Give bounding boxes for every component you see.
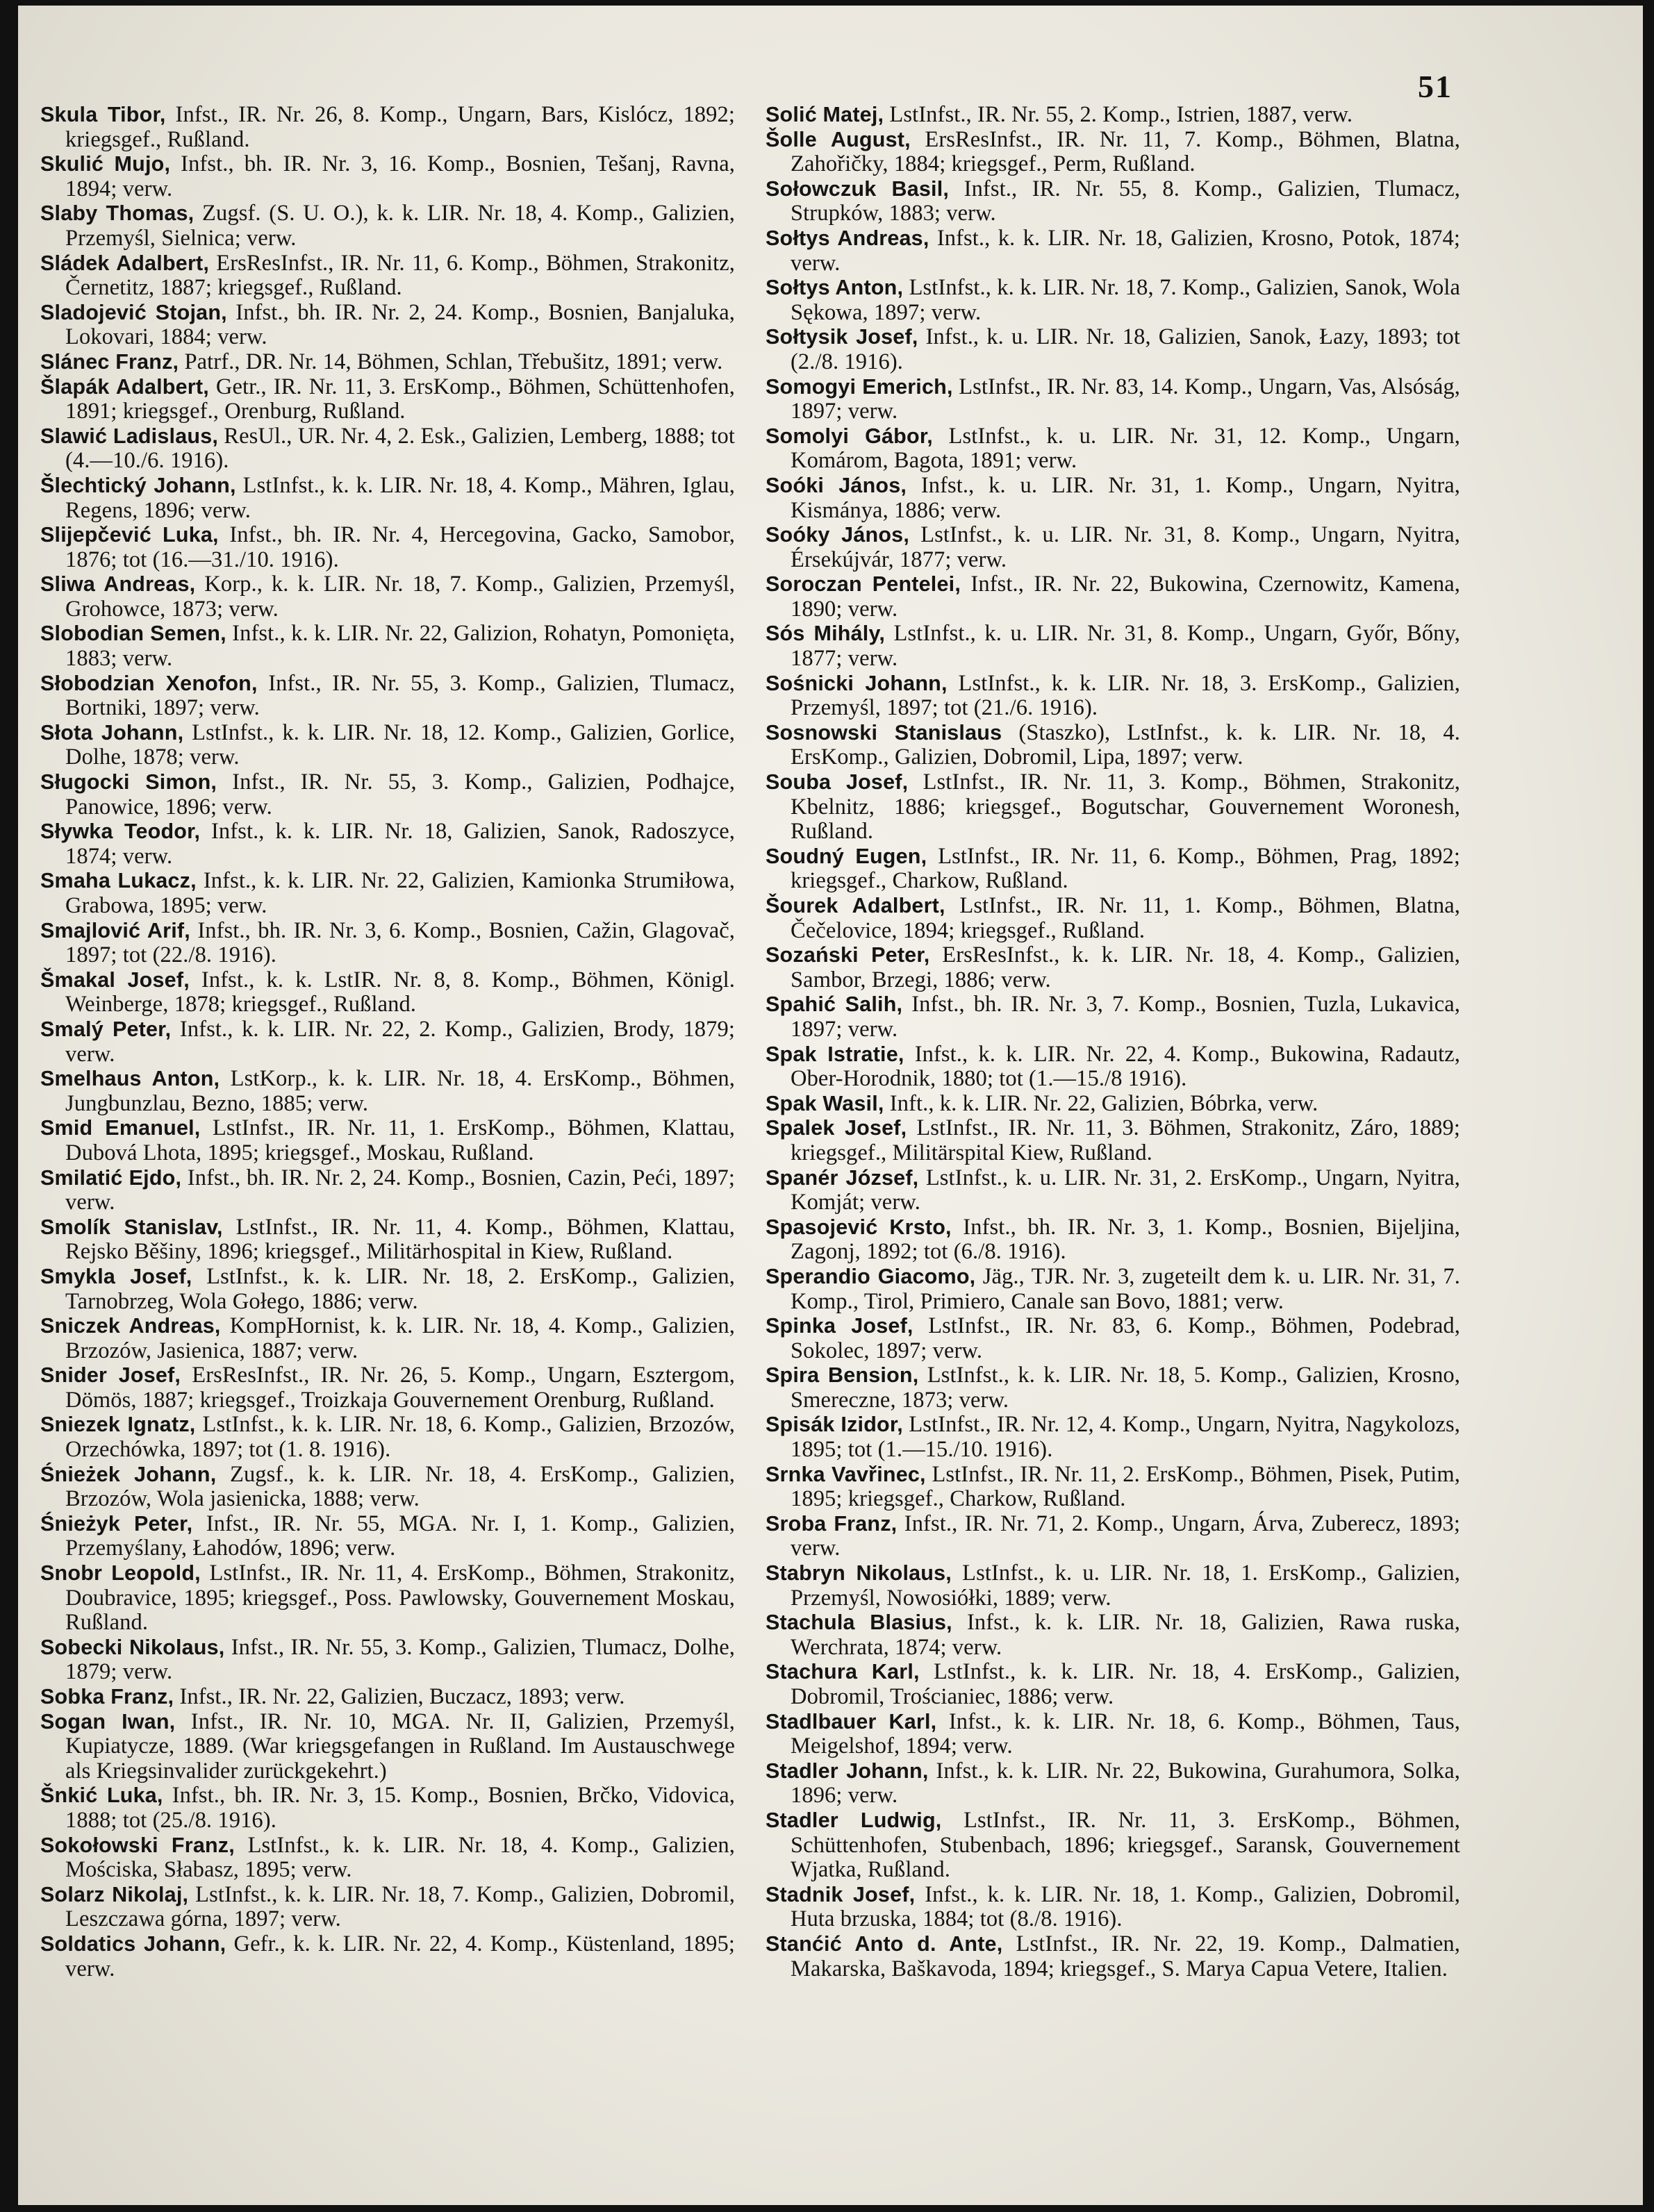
entry-details: Gefr., k. k. LIR. Nr. 22, 4. Komp., Küstenland, 1895; verw. <box>65 1931 735 1981</box>
scan-border-right <box>1643 0 1654 2212</box>
entry-details: LstInfst., IR. Nr. 11, 3. ErsKomp., Böhmen, Schüttenhofen, Stubenbach, 1896; kriegsgef., Saransk, Gouvernement Wjatka, Rußland. <box>791 1807 1460 1883</box>
register-entry <box>766 770 1460 845</box>
entry-details: Infst., k. k. LstIR. Nr. 8, 8. Komp., Böhmen, Königl. Weinberge, 1878; kriegsgef., Rußland. <box>65 967 735 1017</box>
entry-name: Smajlović Arif, <box>40 918 190 942</box>
entry-name: Spalek Josef, <box>766 1116 907 1140</box>
entry-name: Soldatics Johann, <box>40 1931 226 1956</box>
entry-name: Spira Bension, <box>766 1363 919 1388</box>
entry-name: Sperandio Giacomo, <box>766 1264 976 1288</box>
register-entry <box>40 1017 735 1067</box>
entry-name: Spanér József, <box>766 1165 919 1190</box>
register-entry <box>40 1166 735 1215</box>
entry-details: Infst., k. k. LIR. Nr. 22, 2. Komp., Galizien, Brody, 1879; verw. <box>65 1016 735 1067</box>
register-entry <box>40 1636 735 1685</box>
register-entry <box>766 1363 1460 1413</box>
entry-details: Jäg., TJR. Nr. 3, zugeteilt dem k. u. LIR. Nr. 31, 7. Komp., Tirol, Primiero, Canale san Bovo, 1881; verw. <box>791 1263 1461 1314</box>
register-entry <box>766 523 1460 572</box>
register-entry <box>40 1685 735 1710</box>
register-entry <box>766 276 1460 325</box>
entry-name: Stadlbauer Karl, <box>766 1709 937 1733</box>
register-entry <box>766 1808 1460 1883</box>
entry-details: Infst., IR. Nr. 55, 3. Komp., Galizien, Tlumacz, Dolhe, 1879; verw. <box>65 1634 736 1685</box>
register-entry <box>40 152 735 201</box>
register-entry <box>40 672 735 721</box>
entry-details: LstInfst., k. k. LIR. Nr. 18, 5. Komp., Galizien, Krosno, Smereczne, 1873; verw. <box>791 1363 1460 1413</box>
register-entry <box>40 1363 735 1413</box>
register-entry <box>766 226 1460 276</box>
register-entry <box>766 1413 1460 1462</box>
register-entry <box>766 1314 1460 1363</box>
entry-details: Infst., bh. IR. Nr. 3, 16. Komp., Bosnien, Tešanj, Ravna, 1894; verw. <box>65 151 736 201</box>
register-entry <box>40 721 735 770</box>
register-entry <box>766 845 1460 894</box>
entry-details: Infst., bh. IR. Nr. 3, 15. Komp., Bosnien, Brčko, Vidovica, 1888; tot (25./8. 1916). <box>65 1783 735 1833</box>
entry-name: Sobka Franz, <box>40 1685 174 1708</box>
entry-details: Infst., bh. IR. Nr. 4, Hercegovina, Gacko, Samobor, 1876; tot (16.—31./10. 1916). <box>65 522 735 572</box>
entry-details: Infst., IR. Nr. 71, 2. Komp., Ungarn, Árva, Zuberecz, 1893; verw. <box>791 1511 1460 1561</box>
entry-name: Sługocki Simon, <box>40 770 217 795</box>
register-entry <box>40 820 735 869</box>
register-entry <box>40 919 735 968</box>
entry-name: Slijepčević Luka, <box>40 523 219 547</box>
register-entry <box>40 622 735 671</box>
entry-details: LstInfst., k. u. LIR. Nr. 31, 2. ErsKomp., Ungarn, Nyitra, Komját; verw. <box>791 1165 1460 1215</box>
entry-name: Slaby Thomas, <box>40 201 195 226</box>
entry-name: Spinka Josef, <box>766 1314 913 1338</box>
entry-name: Snobr Leopold, <box>40 1561 201 1586</box>
entry-details: LstInfst., IR. Nr. 83, 6. Komp., Böhmen, Podebrad, Sokolec, 1897; verw. <box>791 1313 1460 1363</box>
register-entry <box>40 103 735 152</box>
entry-name: Sroba Franz, <box>766 1511 898 1536</box>
register-entry <box>766 177 1460 226</box>
right-column <box>766 103 1460 1981</box>
entry-details: LstInfst., k. u. LIR. Nr. 31, 8. Komp., Ungarn, Nyitra, Érsekújvár, 1877; verw. <box>791 522 1460 572</box>
register-entry <box>766 1042 1460 1092</box>
left-column <box>40 103 735 1981</box>
register-entry <box>766 572 1460 622</box>
entry-name: Šmakal Josef, <box>40 967 190 992</box>
register-entry <box>40 474 735 523</box>
entry-name: Soóki János, <box>766 473 907 497</box>
entry-name: Słota Johann, <box>40 720 184 745</box>
register-entry <box>40 1116 735 1165</box>
entry-name: Šourek Adalbert, <box>766 894 945 917</box>
register-entry <box>766 1512 1460 1561</box>
entry-name: Sołtys Anton, <box>766 276 904 300</box>
register-entry <box>766 375 1460 424</box>
register-entry <box>40 1561 735 1636</box>
entry-name: Soroczan Pentelei, <box>766 572 961 597</box>
entry-details: LstInfst., IR. Nr. 11, 4. ErsKomp., Böhmen, Strakonitz, Doubravice, 1895; kriegsgef., Poss. Pawlowsky, Gouvernement Moskau, Rußland. <box>65 1561 735 1636</box>
entry-details: Infst., k. k. LIR. Nr. 22, Galizion, Rohatyn, Pomonięta, 1883; verw. <box>65 621 735 672</box>
entry-name: Sniczek Andreas, <box>40 1314 221 1338</box>
entry-details: LstInfst., IR. Nr. 11, 3. Böhmen, Strakonitz, Záro, 1889; kriegsgef., Militärspital Kiew, Rußland. <box>791 1115 1460 1165</box>
entry-name: Śnieżyk Peter, <box>40 1511 193 1536</box>
register-entry <box>40 301 735 350</box>
entry-details: Infst., bh. IR. Nr. 2, 24. Komp., Bosnien, Cazin, Peći, 1897; verw. <box>65 1165 735 1215</box>
entry-name: Sokołowski Franz, <box>40 1833 235 1857</box>
entry-details: LstInfst., k. u. LIR. Nr. 31, 8. Komp., Ungarn, Győr, Bőny, 1877; verw. <box>791 621 1460 672</box>
entry-details: LstInfst., k. k. LIR. Nr. 18, 7. Komp., Galizien, Sanok, Wola Sękowa, 1897; verw. <box>791 275 1460 325</box>
register-entry <box>766 672 1460 721</box>
scan-border-top <box>0 0 1654 6</box>
entry-details: LstInfst., k. k. LIR. Nr. 18, 12. Komp., Galizien, Gorlice, Dolhe, 1878; verw. <box>65 720 735 770</box>
entry-details: (Staszko), LstInfst., k. k. LIR. Nr. 18, 4. ErsKomp., Galizien, Dobromil, Lipa, 1897; verw. <box>791 720 1460 770</box>
entry-details: Infst., k. u. LIR. Nr. 31, 1. Komp., Ungarn, Nyitra, Kismánya, 1886; verw. <box>791 472 1460 523</box>
register-entry <box>40 1314 735 1363</box>
entry-name: Smalý Peter, <box>40 1017 172 1041</box>
entry-name: Spak Wasil, <box>766 1091 884 1115</box>
entry-details: Infst., k. k. LIR. Nr. 18, 6. Komp., Böhmen, Taus, Meigelshof, 1894; verw. <box>791 1708 1460 1759</box>
register-entry <box>766 1166 1460 1215</box>
entry-name: Spahić Salih, <box>766 992 903 1017</box>
entry-details: LstInfst., k. k. LIR. Nr. 18, 3. ErsKomp., Galizien, Przemyśl, 1897; tot (21./6. 1916). <box>791 670 1460 721</box>
entry-details: LstInfst., IR. Nr. 83, 14. Komp., Ungarn, Vas, Alsóság, 1897; verw. <box>791 374 1460 424</box>
entry-name: Šlapák Adalbert, <box>40 374 209 399</box>
entry-details: Patrf., DR. Nr. 14, Böhmen, Schlan, Třebušitz, 1891; verw. <box>179 349 723 374</box>
register-entry <box>40 1883 735 1932</box>
register-entry <box>40 201 735 251</box>
entry-name: Stadnik Josef, <box>766 1882 916 1906</box>
entry-name: Stabryn Nikolaus, <box>766 1561 952 1586</box>
entry-details: Infst., k. k. LIR. Nr. 18, Galizien, Rawa ruska, Werchrata, 1874; verw. <box>791 1610 1460 1660</box>
entry-details: LstInfst., IR. Nr. 11, 4. Komp., Böhmen, Klattau, Rejsko Běšiny, 1896; kriegsgef., Militärhospital in Kiew, Rußland. <box>65 1214 735 1265</box>
entry-name: Solarz Nikolaj, <box>40 1882 189 1906</box>
entry-details: Zugsf. (S. U. O.), k. k. LIR. Nr. 18, 4. Komp., Galizien, Przemyśl, Sielnica; verw. <box>65 201 735 251</box>
entry-details: LstInfst., IR. Nr. 12, 4. Komp., Ungarn, Nyitra, Nagykolozs, 1895; tot (1.—15./10. 1916). <box>791 1412 1460 1463</box>
register-entry <box>766 943 1460 992</box>
scan-border-bottom <box>0 2205 1654 2212</box>
register-entry <box>766 894 1460 943</box>
register-entry <box>766 992 1460 1042</box>
entry-details: Infst., IR. Nr. 55, 3. Komp., Galizien, Tlumacz, Bortniki, 1897; verw. <box>65 670 736 721</box>
entry-details: LstInfst., k. k. LIR. Nr. 18, 6. Komp., Galizien, Brzozów, Orzechówka, 1897; tot (1. 8. 1916). <box>65 1412 735 1463</box>
entry-name: Somogyi Emerich, <box>766 374 953 399</box>
entry-details: LstInfst., IR. Nr. 11, 1. Komp., Böhmen, Blatna, Čečelovice, 1894; kriegsgef., Rußland. <box>791 893 1460 943</box>
entry-name: Smid Emanuel, <box>40 1116 201 1140</box>
entry-details: ErsResInfst., IR. Nr. 26, 5. Komp., Ungarn, Esztergom, Dömös, 1887; kriegsgef., Troizkaja Gouvernement Orenburg, Rußland. <box>65 1363 735 1413</box>
entry-name: Sozański Peter, <box>766 943 930 967</box>
entry-details: Infst., IR. Nr. 55, MGA. Nr. I, 1. Komp., Galizien, Przemyślany, Łahodów, 1896; verw. <box>65 1511 735 1561</box>
entry-name: Stadler Johann, <box>766 1758 929 1783</box>
register-entry <box>40 424 735 474</box>
register-entry <box>40 523 735 572</box>
entry-name: Srnka Vavřinec, <box>766 1462 926 1486</box>
entry-name: Sós Mihály, <box>766 622 886 646</box>
register-entry <box>40 1833 735 1883</box>
entry-name: Somolyi Gábor, <box>766 424 933 448</box>
entry-details: ErsResInfst., IR. Nr. 11, 6. Komp., Böhmen, Strakonitz, Černetitz, 1887; kriegsgef., Rußland. <box>65 250 735 301</box>
register-entry <box>766 325 1460 374</box>
entry-details: Infst., k. k. LIR. Nr. 22, 4. Komp., Bukowina, Radautz, Ober-Horodnik, 1880; tot (1.—15./8 1916). <box>791 1041 1460 1092</box>
register-entry <box>766 721 1460 770</box>
register-entry <box>766 1660 1460 1709</box>
entry-name: Stadler Ludwig, <box>766 1808 942 1832</box>
register-entry <box>40 968 735 1017</box>
entry-details: Infst., k. k. LIR. Nr. 18, Galizien, Krosno, Potok, 1874; verw. <box>791 225 1461 276</box>
entry-details: Inft., k. k. LIR. Nr. 22, Galizien, Bóbrka, verw. <box>884 1090 1318 1116</box>
entry-name: Sniezek Ignatz, <box>40 1413 196 1437</box>
entry-details: LstInfst., k. u. LIR. Nr. 31, 12. Komp., Ungarn, Komárom, Bagota, 1891; verw. <box>791 423 1460 474</box>
entry-details: LstKorp., k. k. LIR. Nr. 18, 4. ErsKomp., Böhmen, Jungbunzlau, Bezno, 1885; verw. <box>65 1066 735 1116</box>
register-entry <box>40 1265 735 1314</box>
register-entry <box>766 128 1460 177</box>
register-entry <box>40 1413 735 1462</box>
entry-details: Infst., IR. Nr. 10, MGA. Nr. II, Galizien, Przemyśl, Kupiatycze, 1889. (War kriegsgefangen in Rußland. Im Austauschwege als Kriegsinvalider zurückgekehrt.) <box>65 1708 735 1783</box>
register-entry <box>766 103 1460 128</box>
entry-details: Infst., k. u. LIR. Nr. 18, Galizien, Sanok, Łazy, 1893; tot (2./8. 1916). <box>791 324 1460 374</box>
entry-name: Stachura Karl, <box>766 1660 920 1684</box>
entry-name: Słobodzian Xenofon, <box>40 671 258 695</box>
entry-details: LstInfst., IR. Nr. 11, 2. ErsKomp., Böhmen, Pisek, Putim, 1895; kriegsgef., Charkow, Rußland. <box>791 1461 1461 1512</box>
entry-details: Infst., IR. Nr. 22, Galizien, Buczacz, 1893; verw. <box>174 1684 625 1709</box>
entry-name: Slobodian Semen, <box>40 622 226 646</box>
register-entry <box>766 1092 1460 1117</box>
entry-details: Infst., k. k. LIR. Nr. 18, Galizien, Sanok, Radoszyce, 1874; verw. <box>65 819 735 869</box>
entry-details: Infst., bh. IR. Nr. 2, 24. Komp., Bosnien, Banjaluka, Lokovari, 1884; verw. <box>65 299 736 350</box>
entry-name: Sobecki Nikolaus, <box>40 1635 225 1659</box>
entry-details: Infst., IR. Nr. 22, Bukowina, Czernowitz, Kamena, 1890; verw. <box>791 572 1460 622</box>
register-entry <box>766 1561 1460 1611</box>
entry-name: Stanćić Anto d. Ante, <box>766 1931 1003 1956</box>
entry-name: Soudný Eugen, <box>766 844 927 868</box>
entry-name: Šnkić Luka, <box>40 1783 163 1808</box>
entry-name: Smilatić Ejdo, <box>40 1165 182 1190</box>
register-entry <box>40 1710 735 1784</box>
register-entry <box>766 1759 1460 1808</box>
entry-name: Śnieżek Johann, <box>40 1462 217 1486</box>
entry-details: LstInfst., IR. Nr. 55, 2. Komp., Istrien, 1887, verw. <box>884 102 1353 127</box>
register-entry <box>40 1932 735 1981</box>
page-number: 51 <box>1418 69 1453 104</box>
entry-name: Snider Josef, <box>40 1363 181 1388</box>
entry-details: LstInfst., k. k. LIR. Nr. 18, 7. Komp., Galizien, Dobromil, Leszczawa górna, 1897; verw. <box>65 1881 736 1932</box>
entry-name: Sołowczuk Basil, <box>766 176 950 201</box>
entry-details: LstInfst., k. k. LIR. Nr. 18, 4. Komp., Mähren, Iglau, Regens, 1896; verw. <box>65 472 735 523</box>
entry-name: Sływka Teodor, <box>40 820 201 844</box>
register-entry <box>40 1463 735 1512</box>
entry-name: Smelhaus Anton, <box>40 1067 220 1091</box>
register-entry <box>40 572 735 622</box>
entry-details: ErsResInfst., k. k. LIR. Nr. 18, 4. Komp., Galizien, Sambor, Brzegi, 1886; verw. <box>791 942 1460 992</box>
entry-details: Infst., IR. Nr. 26, 8. Komp., Ungarn, Bars, Kislócz, 1892; kriegsgef., Rußland. <box>65 102 735 152</box>
register-entry <box>766 1710 1460 1759</box>
entry-name: Sládek Adalbert, <box>40 251 210 275</box>
entry-details: LstInfst., k. u. LIR. Nr. 18, 1. ErsKomp., Galizien, Przemyśl, Nowosiółki, 1889; verw. <box>791 1561 1460 1611</box>
entry-name: Sołtys Andreas, <box>766 226 929 250</box>
register-entry <box>40 251 735 301</box>
entry-name: Šlechtický Johann, <box>40 473 236 497</box>
register-entry <box>766 474 1460 523</box>
register-entry <box>40 350 735 375</box>
entry-details: Infst., k. k. LIR. Nr. 22, Galizien, Kamionka Strumiłowa, Grabowa, 1895; verw. <box>65 868 735 918</box>
entry-details: ErsResInfst., IR. Nr. 11, 7. Komp., Böhmen, Blatna, Zahořičky, 1884; kriegsgef., Perm, Rußland. <box>791 126 1460 177</box>
register-entry <box>40 375 735 424</box>
entry-details: LstInfst., IR. Nr. 22, 19. Komp., Dalmatien, Makarska, Baškavoda, 1894; kriegsgef., S. Marya Capua Vetere, Italien. <box>791 1931 1460 1981</box>
entry-name: Spak Istratie, <box>766 1042 904 1066</box>
entry-name: Šolle August, <box>766 127 911 151</box>
register-entry <box>766 1932 1460 1981</box>
entry-name: Sołtysik Josef, <box>766 325 918 349</box>
scan-border-left <box>0 0 18 2212</box>
entry-name: Skula Tibor, <box>40 103 166 126</box>
entry-name: Slawić Ladislaus, <box>40 424 219 448</box>
entry-details: Infst., IR. Nr. 55, 3. Komp., Galizien, Podhajce, Panowice, 1896; verw. <box>65 770 735 820</box>
entry-details: Infst., bh. IR. Nr. 3, 6. Komp., Bosnien, Cažin, Glagovač, 1897; tot (22./8. 1916). <box>65 917 735 968</box>
register-entry <box>40 1215 735 1265</box>
register-entry <box>766 622 1460 671</box>
entry-name: Sladojević Stojan, <box>40 300 227 324</box>
register-entry <box>766 424 1460 474</box>
entry-details: Infst., k. k. LIR. Nr. 22, Bukowina, Gurahumora, Solka, 1896; verw. <box>791 1758 1461 1808</box>
entry-details: LstInfst., IR. Nr. 11, 1. ErsKomp., Böhmen, Klattau, Dubová Lhota, 1895; kriegsgef., Moskau, Rußland. <box>65 1115 735 1165</box>
entry-details: LstInfst., IR. Nr. 11, 3. Komp., Böhmen, Strakonitz, Kbelnitz, 1886; kriegsgef., Bogutschar, Gouvernement Woronesh, Rußland. <box>791 770 1460 845</box>
entry-name: Spisák Izidor, <box>766 1413 903 1437</box>
entry-details: LstInfst., k. k. LIR. Nr. 18, 4. ErsKomp., Galizien, Dobromil, Trościaniec, 1886; verw. <box>791 1659 1460 1709</box>
entry-name: Souba Josef, <box>766 770 909 795</box>
entry-details: Infst., bh. IR. Nr. 3, 1. Komp., Bosnien, Bijeljina, Zagonj, 1892; tot (6./8. 1916). <box>791 1214 1461 1265</box>
entry-name: Spasojević Krsto, <box>766 1215 952 1239</box>
entry-details: Getr., IR. Nr. 11, 3. ErsKomp., Böhmen, Schüttenhofen, 1891; kriegsgef., Orenburg, Rußland. <box>65 374 735 424</box>
entry-details: Zugsf., k. k. LIR. Nr. 18, 4. ErsKomp., Galizien, Brzozów, Wola jasienicka, 1888; verw. <box>65 1461 735 1512</box>
register-entry <box>766 1116 1460 1165</box>
register-entry <box>40 1783 735 1833</box>
register-entry <box>766 1463 1460 1512</box>
register-entry <box>766 1265 1460 1314</box>
register-entry <box>766 1215 1460 1265</box>
entry-name: Smaha Lukacz, <box>40 869 197 893</box>
entry-name: Sośnicki Johann, <box>766 671 948 695</box>
entry-name: Solić Matej, <box>766 103 884 126</box>
entry-details: Infst., IR. Nr. 55, 8. Komp., Galizien, Tlumacz, Strupków, 1883; verw. <box>791 176 1461 226</box>
register-entry <box>766 1883 1460 1932</box>
register-entry <box>766 1611 1460 1660</box>
register-entry <box>40 1512 735 1561</box>
entry-details: Infst., k. k. LIR. Nr. 18, 1. Komp., Galizien, Dobromil, Huta brzuska, 1884; tot (8./8. 1916). <box>791 1881 1460 1932</box>
entry-details: LstInfst., IR. Nr. 11, 6. Komp., Böhmen, Prag, 1892; kriegsgef., Charkow, Rußland. <box>791 843 1461 894</box>
entry-details: Korp., k. k. LIR. Nr. 18, 7. Komp., Galizien, Przemyśl, Grohowce, 1873; verw. <box>65 572 735 622</box>
entry-details: Infst., bh. IR. Nr. 3, 7. Komp., Bosnien, Tuzla, Lukavica, 1897; verw. <box>791 992 1460 1042</box>
entry-details: LstInfst., k. k. LIR. Nr. 18, 2. ErsKomp., Galizien, Tarnobrzeg, Wola Gołego, 1886; verw. <box>65 1263 735 1314</box>
entry-name: Smykla Josef, <box>40 1264 192 1288</box>
entry-details: LstInfst., k. k. LIR. Nr. 18, 4. Komp., Galizien, Mościska, Słabasz, 1895; verw. <box>65 1832 735 1883</box>
entry-name: Smolík Stanislav, <box>40 1215 223 1239</box>
register-entry <box>40 770 735 820</box>
entry-name: Slánec Franz, <box>40 349 179 374</box>
entry-name: Sosnowski Stanislaus <box>766 720 1002 745</box>
register-entry <box>40 1067 735 1116</box>
entry-details: ResUl., UR. Nr. 4, 2. Esk., Galizien, Lemberg, 1888; tot (4.—10./6. 1916). <box>65 423 735 474</box>
entry-name: Stachula Blasius, <box>766 1611 952 1635</box>
entry-name: Sogan Iwan, <box>40 1709 176 1733</box>
entry-name: Skulić Mujo, <box>40 152 171 176</box>
entry-name: Soóky János, <box>766 523 909 547</box>
register-entry <box>40 869 735 918</box>
entry-name: Sliwa Andreas, <box>40 572 196 597</box>
entry-details: KompHornist, k. k. LIR. Nr. 18, 4. Komp., Galizien, Brzozów, Jasienica, 1887; verw. <box>65 1313 735 1363</box>
